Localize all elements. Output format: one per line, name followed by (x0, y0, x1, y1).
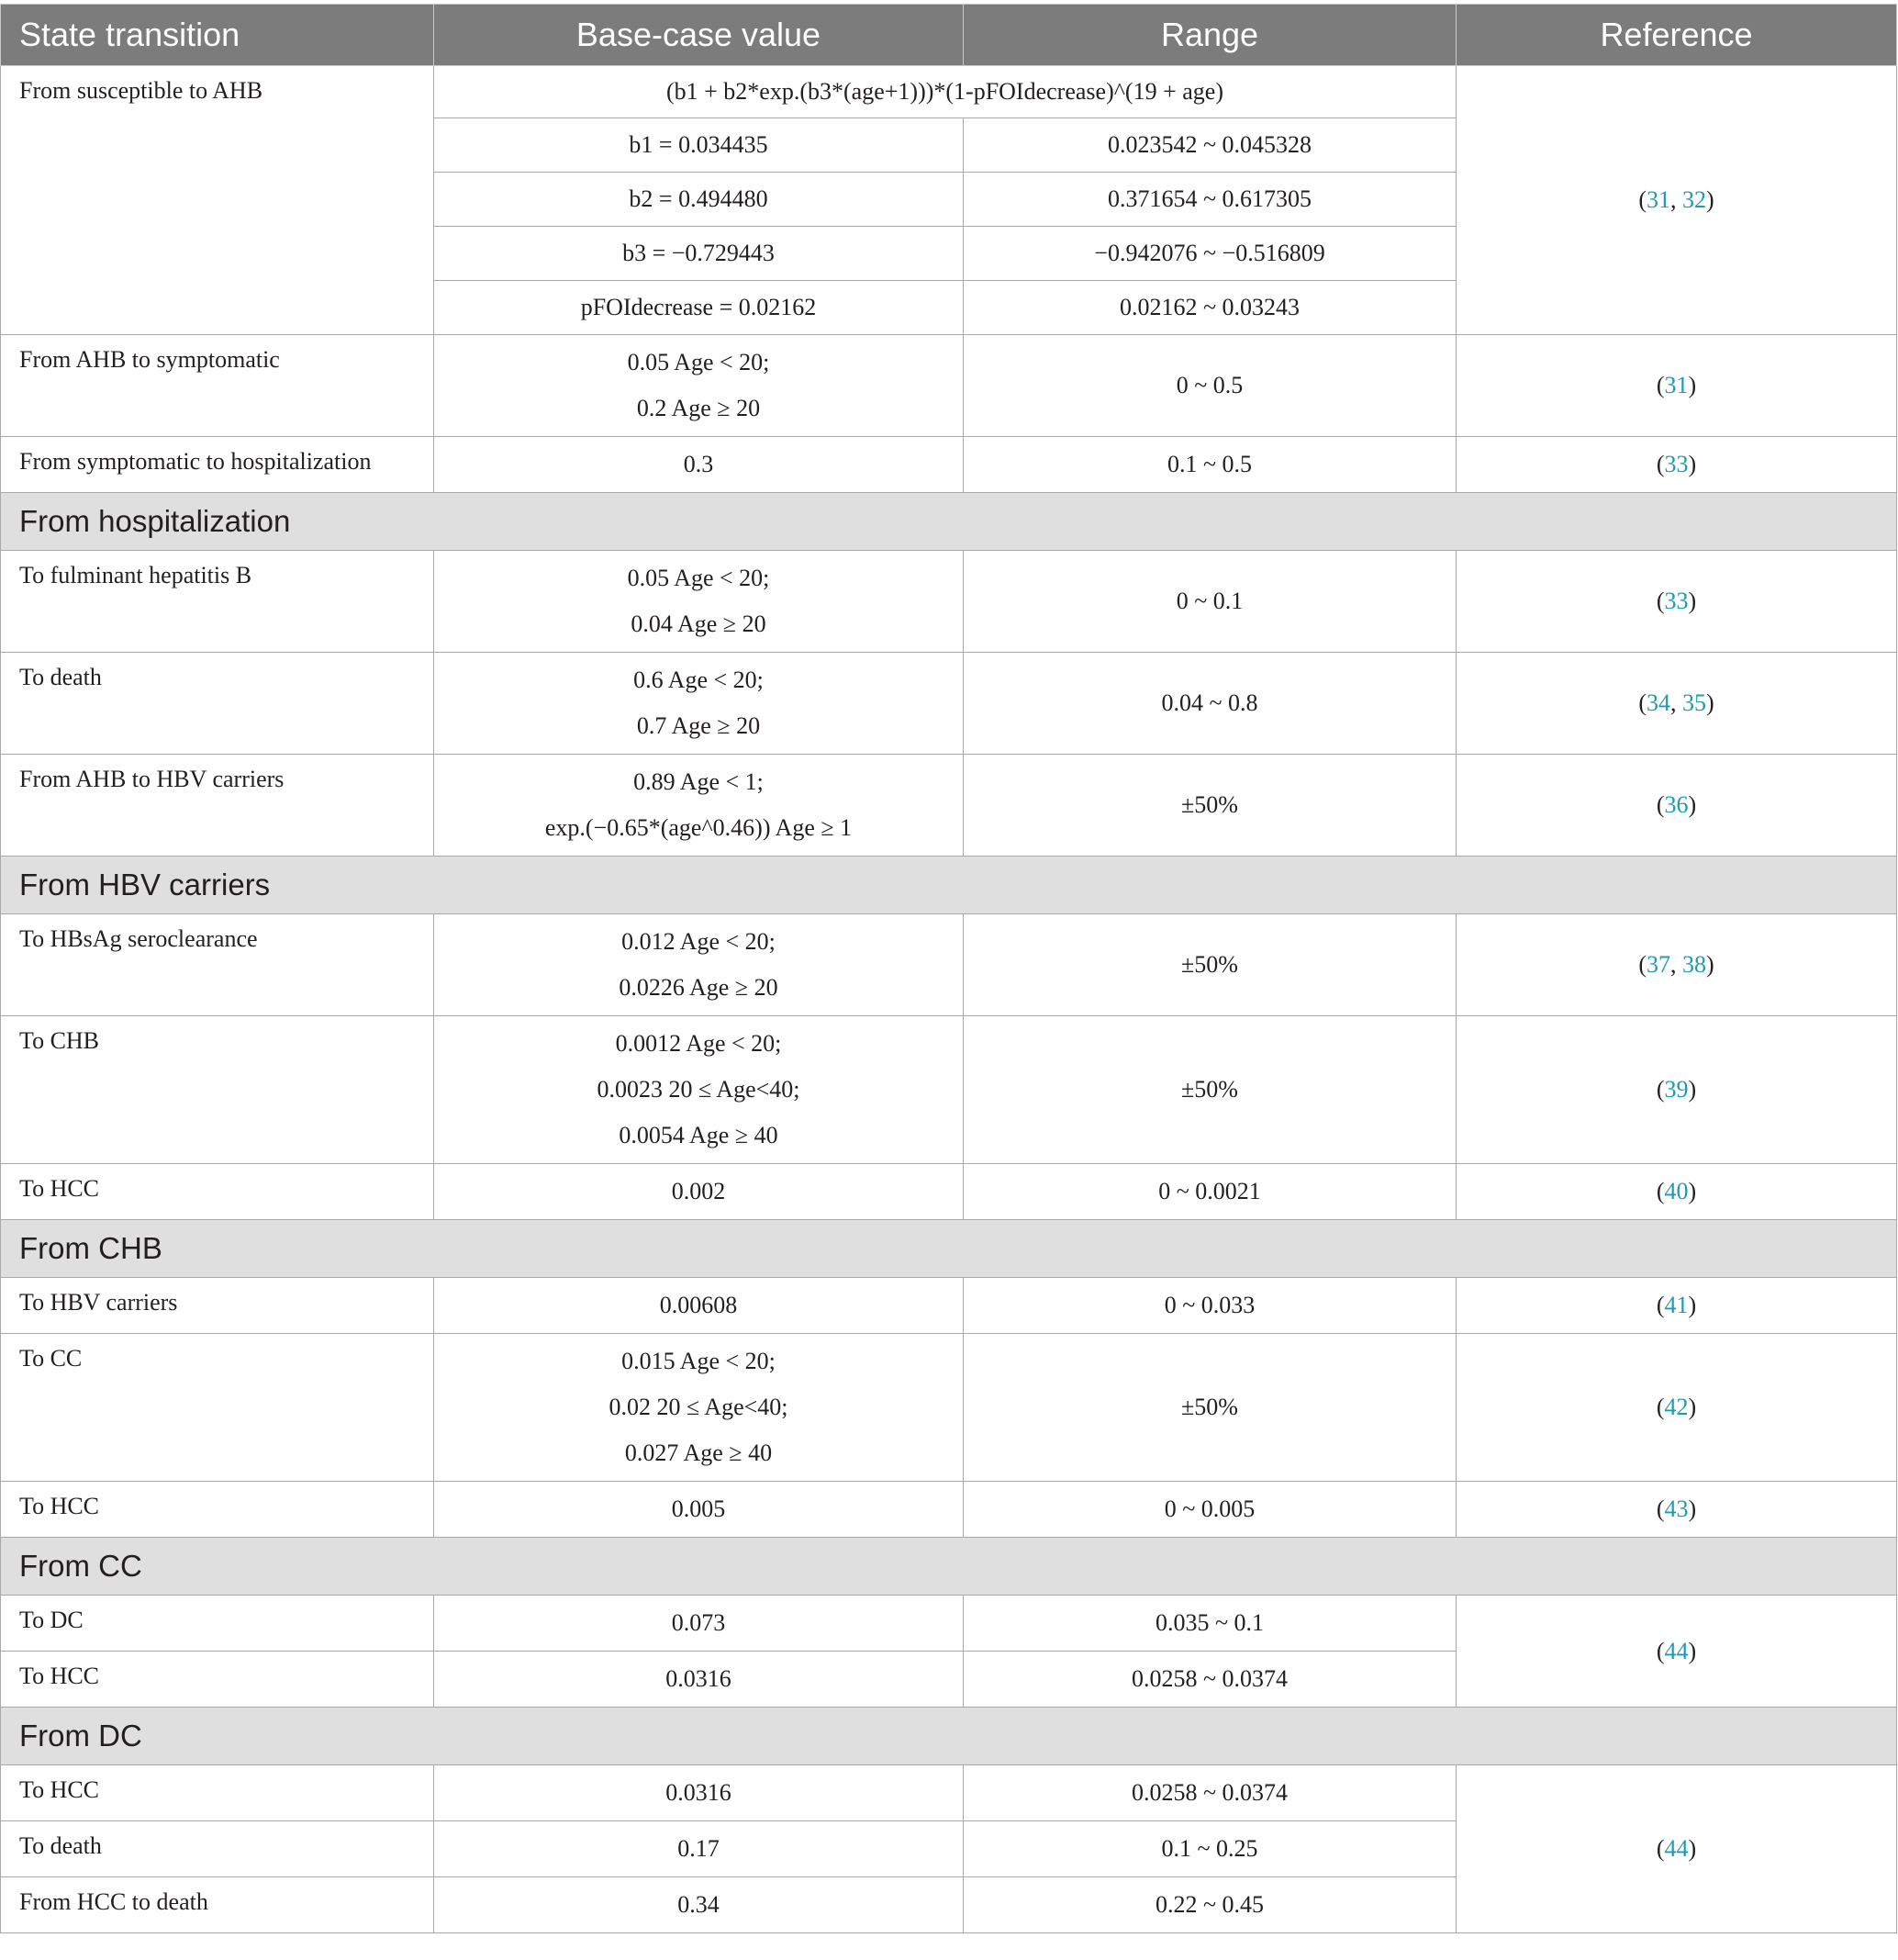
range-cell: 0.02162 ~ 0.03243 (964, 281, 1457, 335)
table-row (1, 551, 1897, 653)
base-case-cell: 0.002 (434, 1164, 964, 1220)
header-range: Range (964, 5, 1457, 66)
reference-link[interactable]: 31 (1647, 186, 1670, 213)
base-case-cell: b1 = 0.034435 (434, 118, 964, 173)
base-case-cell: 0.0012 Age < 20; 0.0023 20 ≤ Age<40; 0.0054 Age ≥ 40 (434, 1016, 964, 1164)
transition-probability-table (0, 4, 1897, 1933)
base-case-cell: 0.005 (434, 1482, 964, 1538)
reference-link[interactable]: 44 (1664, 1637, 1689, 1664)
section-header-row (1, 1220, 1897, 1278)
row-label: From HCC to death (1, 1877, 434, 1933)
base-case-cell: 0.0316 (434, 1652, 964, 1708)
table-row (1, 66, 1897, 118)
reference-cell: (43) (1457, 1482, 1897, 1538)
range-cell: 0.22 ~ 0.45 (964, 1877, 1457, 1933)
table-row (1, 1765, 1897, 1821)
row-label: To CHB (1, 1016, 434, 1164)
reference-link[interactable]: 44 (1664, 1835, 1689, 1862)
row-label: To death (1, 653, 434, 755)
reference-link[interactable]: 35 (1682, 689, 1706, 716)
base-case-cell: 0.00608 (434, 1278, 964, 1334)
base-case-cell: b3 = −0.729443 (434, 227, 964, 281)
reference-cell: (33) (1457, 551, 1897, 653)
row-label: To CC (1, 1334, 434, 1482)
range-cell: ±50% (964, 914, 1457, 1016)
reference-cell: (36) (1457, 755, 1897, 857)
section-title: From DC (1, 1708, 1897, 1765)
header-reference: Reference (1457, 5, 1897, 66)
table-row (1, 1016, 1897, 1164)
reference-cell: (44) (1457, 1765, 1897, 1933)
range-cell: 0.035 ~ 0.1 (964, 1596, 1457, 1652)
base-case-cell: 0.073 (434, 1596, 964, 1652)
row-label: From AHB to HBV carriers (1, 755, 434, 857)
range-cell: 0 ~ 0.033 (964, 1278, 1457, 1334)
reference-link[interactable]: 43 (1664, 1495, 1689, 1522)
table-row (1, 1278, 1897, 1334)
range-cell: 0 ~ 0.5 (964, 335, 1457, 437)
base-case-cell: 0.05 Age < 20; 0.2 Age ≥ 20 (434, 335, 964, 437)
reference-link[interactable]: 36 (1664, 791, 1689, 818)
base-case-cell: pFOIdecrease = 0.02162 (434, 281, 964, 335)
table-row (1, 1482, 1897, 1538)
reference-cell: (37, 38) (1457, 914, 1897, 1016)
range-cell: 0.1 ~ 0.5 (964, 437, 1457, 493)
reference-link[interactable]: 32 (1682, 186, 1706, 213)
section-title: From CHB (1, 1220, 1897, 1278)
header-row (1, 5, 1897, 66)
range-cell: 0.04 ~ 0.8 (964, 653, 1457, 755)
range-cell: −0.942076 ~ −0.516809 (964, 227, 1457, 281)
range-cell: ±50% (964, 755, 1457, 857)
base-case-cell: 0.3 (434, 437, 964, 493)
range-cell: 0.1 ~ 0.25 (964, 1821, 1457, 1877)
base-case-cell: 0.34 (434, 1877, 964, 1933)
reference-cell: (40) (1457, 1164, 1897, 1220)
base-case-cell: 0.05 Age < 20; 0.04 Age ≥ 20 (434, 551, 964, 653)
row-label: To HCC (1, 1164, 434, 1220)
row-label: From susceptible to AHB (1, 66, 434, 335)
reference-cell: (31) (1457, 335, 1897, 437)
row-label: From AHB to symptomatic (1, 335, 434, 437)
reference-cell: (33) (1457, 437, 1897, 493)
base-case-cell: 0.015 Age < 20; 0.02 20 ≤ Age<40; 0.027 Age ≥ 40 (434, 1334, 964, 1482)
reference-cell: (34, 35) (1457, 653, 1897, 755)
reference-link[interactable]: 37 (1647, 951, 1670, 978)
table-row (1, 755, 1897, 857)
reference-cell: (41) (1457, 1278, 1897, 1334)
reference-cell: (42) (1457, 1334, 1897, 1482)
reference-cell: (31, 32) (1457, 66, 1897, 335)
header-state-transition: State transition (1, 5, 434, 66)
range-cell: 0 ~ 0.0021 (964, 1164, 1457, 1220)
base-case-cell: 0.17 (434, 1821, 964, 1877)
section-title: From hospitalization (1, 493, 1897, 551)
reference-link[interactable]: 41 (1664, 1292, 1689, 1318)
row-label: To DC (1, 1596, 434, 1652)
table-row (1, 1164, 1897, 1220)
reference-link[interactable]: 39 (1664, 1076, 1689, 1103)
range-cell: 0 ~ 0.1 (964, 551, 1457, 653)
reference-link[interactable]: 38 (1682, 951, 1706, 978)
section-title: From CC (1, 1538, 1897, 1596)
range-cell: 0.0258 ~ 0.0374 (964, 1652, 1457, 1708)
row-label: To HCC (1, 1765, 434, 1821)
reference-link[interactable]: 42 (1664, 1394, 1689, 1420)
row-label: To HCC (1, 1652, 434, 1708)
reference-link[interactable]: 34 (1647, 689, 1670, 716)
row-label: To HCC (1, 1482, 434, 1538)
section-header-row (1, 857, 1897, 914)
reference-link[interactable]: 31 (1664, 372, 1689, 398)
range-cell: ±50% (964, 1016, 1457, 1164)
table-row (1, 914, 1897, 1016)
table-row (1, 437, 1897, 493)
range-cell: ±50% (964, 1334, 1457, 1482)
section-title: From HBV carriers (1, 857, 1897, 914)
header-base-case-value: Base-case value (434, 5, 964, 66)
row-label: To fulminant hepatitis B (1, 551, 434, 653)
section-header-row (1, 493, 1897, 551)
range-cell: 0.023542 ~ 0.045328 (964, 118, 1457, 173)
reference-cell: (39) (1457, 1016, 1897, 1164)
table-row (1, 335, 1897, 437)
base-case-cell: 0.89 Age < 1; exp.(−0.65*(age^0.46)) Age ≥ 1 (434, 755, 964, 857)
reference-link[interactable]: 33 (1664, 451, 1689, 477)
row-label: To HBV carriers (1, 1278, 434, 1334)
range-cell: 0 ~ 0.005 (964, 1482, 1457, 1538)
base-case-cell: 0.012 Age < 20; 0.0226 Age ≥ 20 (434, 914, 964, 1016)
range-cell: 0.0258 ~ 0.0374 (964, 1765, 1457, 1821)
base-case-cell: 0.0316 (434, 1765, 964, 1821)
table-row (1, 653, 1897, 755)
reference-cell: (44) (1457, 1596, 1897, 1708)
base-case-cell: 0.6 Age < 20; 0.7 Age ≥ 20 (434, 653, 964, 755)
reference-link[interactable]: 33 (1664, 588, 1689, 614)
table-row (1, 1596, 1897, 1652)
table-row (1, 1334, 1897, 1482)
row-label: To HBsAg seroclearance (1, 914, 434, 1016)
row-label: To death (1, 1821, 434, 1877)
reference-link[interactable]: 40 (1664, 1178, 1689, 1204)
ahb-formula: (b1 + b2*exp.(b3*(age+1)))*(1-pFOIdecrease)^(19 + age) (434, 66, 1457, 118)
row-label: From symptomatic to hospitalization (1, 437, 434, 493)
range-cell: 0.371654 ~ 0.617305 (964, 173, 1457, 227)
section-header-row (1, 1538, 1897, 1596)
section-header-row (1, 1708, 1897, 1765)
base-case-cell: b2 = 0.494480 (434, 173, 964, 227)
